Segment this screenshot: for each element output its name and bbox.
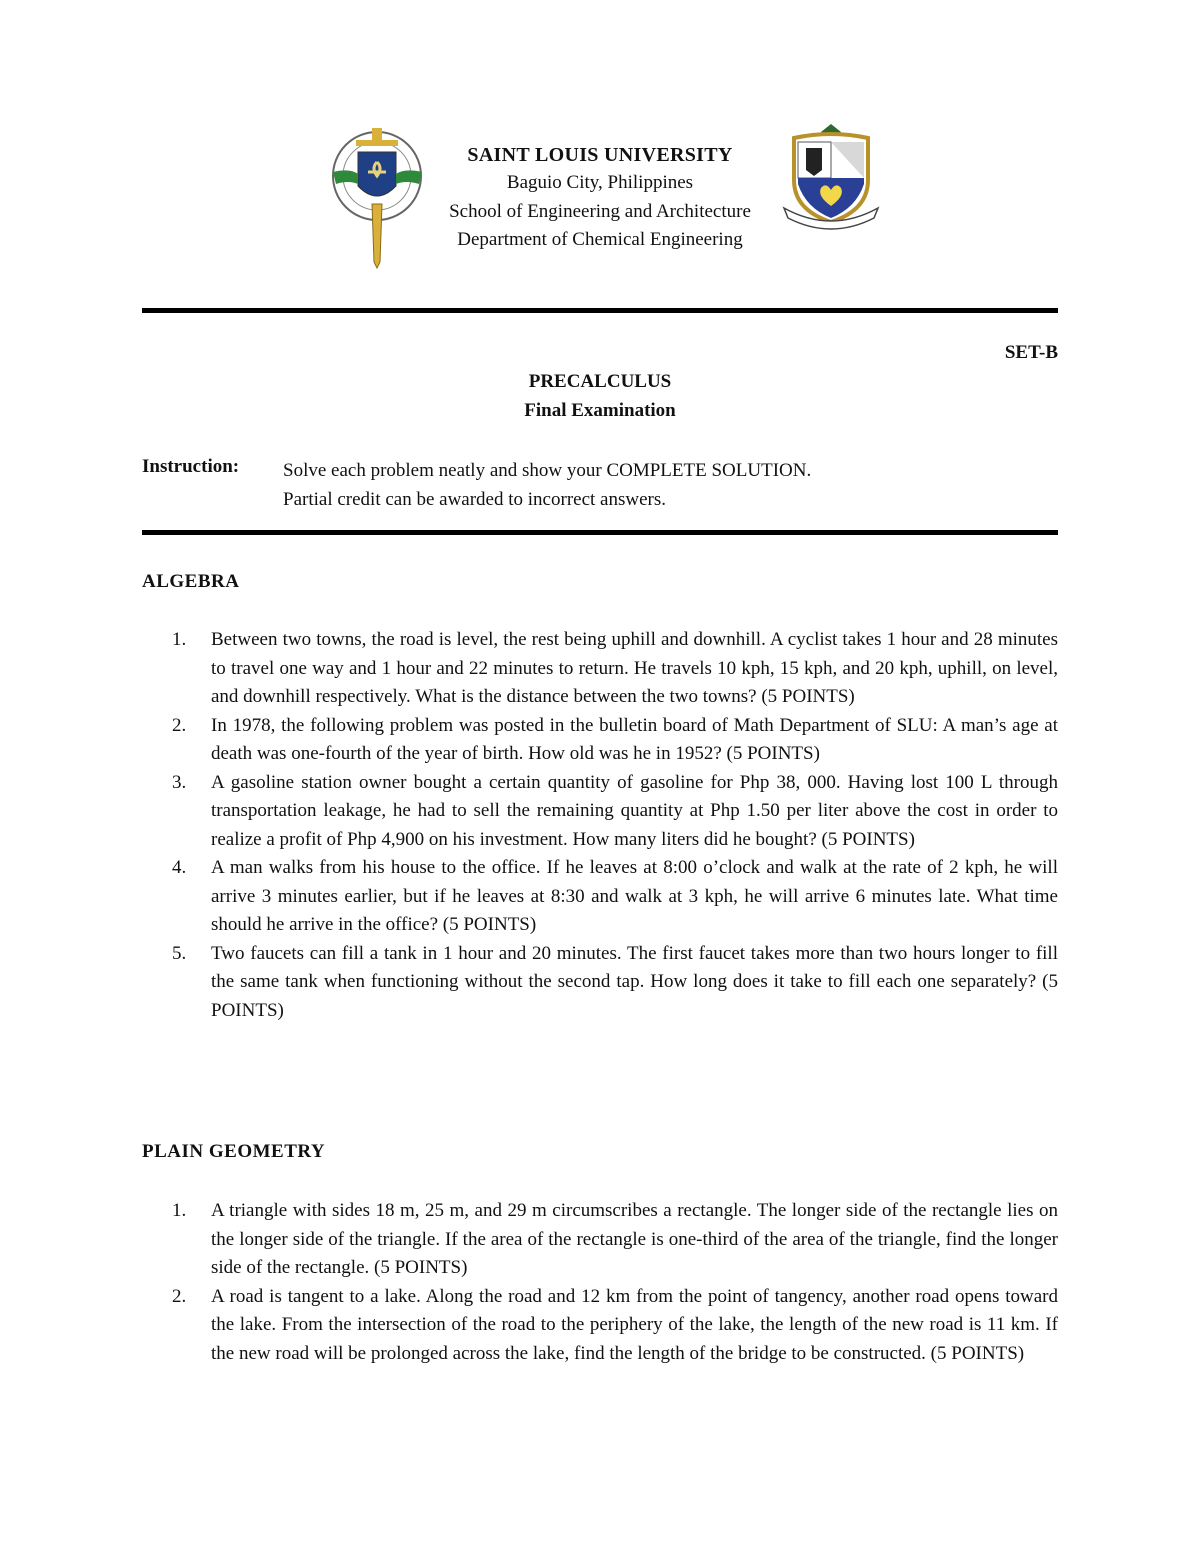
school-crest-logo: [776, 122, 886, 232]
department-name: Department of Chemical Engineering: [457, 229, 743, 250]
algebra-problem-list: [142, 626, 1058, 1025]
instruction-line-2: Partial credit can be awarded to incorrect answers.: [283, 489, 666, 510]
instruction-line-1: Solve each problem neatly and show your COMPLETE SOLUTION.: [283, 460, 812, 481]
exam-set-label: SET-B: [1004, 342, 1058, 363]
problem-text: In 1978, the following problem was posted in the bulletin board of Math Department of SLU: A man’s age at death was one-fourth of the year of birth. How old was he in 1952? (5 POINTS): [211, 714, 1058, 764]
section-title-plain-geometry: PLAIN GEOMETRY: [142, 1141, 326, 1162]
university-name: SAINT LOUIS UNIVERSITY: [467, 144, 733, 166]
university-header: [400, 141, 800, 255]
header-divider: [142, 308, 1058, 313]
list-item: [142, 854, 1058, 940]
instruction-label: Instruction:: [142, 456, 240, 477]
problem-number: 1.: [172, 629, 187, 650]
section-title-algebra: ALGEBRA: [142, 571, 240, 592]
problem-text: A triangle with sides 18 m, 25 m, and 29 m circumscribes a rectangle. The longer side of the rectangle lies on the longer side of the triangle. If the area of the rectangle is one-third of the area of the triangle, find the longer side of the rectangle. (5 POINTS): [211, 1200, 1058, 1278]
problem-text: A road is tangent to a lake. Along the road and 12 km from the point of tangency, another road opens toward the lake. From the intersection of the road to the periphery of the lake, the length of the new road is 11 km. If the new road will be prolonged across the lake, find the length of the bridge to be constructed. (5 POINTS): [211, 1285, 1058, 1364]
problem-text: Between two towns, the road is level, the rest being uphill and downhill. A cyclist takes 1 hour and 28 minutes to travel one way and 1 hour and 22 minutes to return. He travels 10 kph, 15 kph, and 20 kph, uphill, on level, and downhill respectively. What is the distance between the two towns? (5 POINTS): [211, 629, 1058, 707]
problem-text: Two faucets can fill a tank in 1 hour and 20 minutes. The first faucet takes more than two hours longer to fill the same tank when functioning without the second tap. How long does it take to fill each one separately? (5 POINTS): [211, 942, 1058, 1021]
problem-text: A gasoline station owner bought a certain quantity of gasoline for Php 38, 000. Having lost 100 L through transportation leakage, he had to sell the remaining quantity at Php 1.50 per liter above the cost in order to realize a profit of Php 4,900 on his investment. How many liters did he bought? (5 POINTS): [211, 771, 1058, 850]
problem-text: A man walks from his house to the office. If he leaves at 8:00 o’clock and walk at the rate of 2 kph, he will arrive 3 minutes earlier, but if he leaves at 8:30 and walk at 3 kph, he will arrive 6 minutes late. What time should he arrive in the office? (5 POINTS): [211, 857, 1058, 935]
problem-number: 4.: [172, 857, 187, 878]
list-item: [142, 626, 1058, 712]
problem-number: 1.: [172, 1200, 187, 1221]
problem-number: 2.: [172, 714, 187, 736]
geometry-problem-list: [142, 1197, 1058, 1368]
list-item: [142, 1283, 1058, 1369]
list-item: [142, 712, 1058, 769]
instruction-divider: [142, 530, 1058, 535]
university-city: Baguio City, Philippines: [506, 172, 694, 193]
problem-number: 3.: [172, 771, 187, 793]
problem-number: 2.: [172, 1285, 187, 1307]
exam-subject: PRECALCULUS: [528, 371, 672, 392]
list-item: [142, 1197, 1058, 1283]
instruction-text: [283, 456, 811, 514]
school-name: School of Engineering and Architecture: [449, 200, 751, 222]
list-item: [142, 769, 1058, 855]
exam-type: Final Examination: [524, 400, 676, 421]
problem-number: 5.: [172, 942, 187, 964]
list-item: [142, 940, 1058, 1026]
